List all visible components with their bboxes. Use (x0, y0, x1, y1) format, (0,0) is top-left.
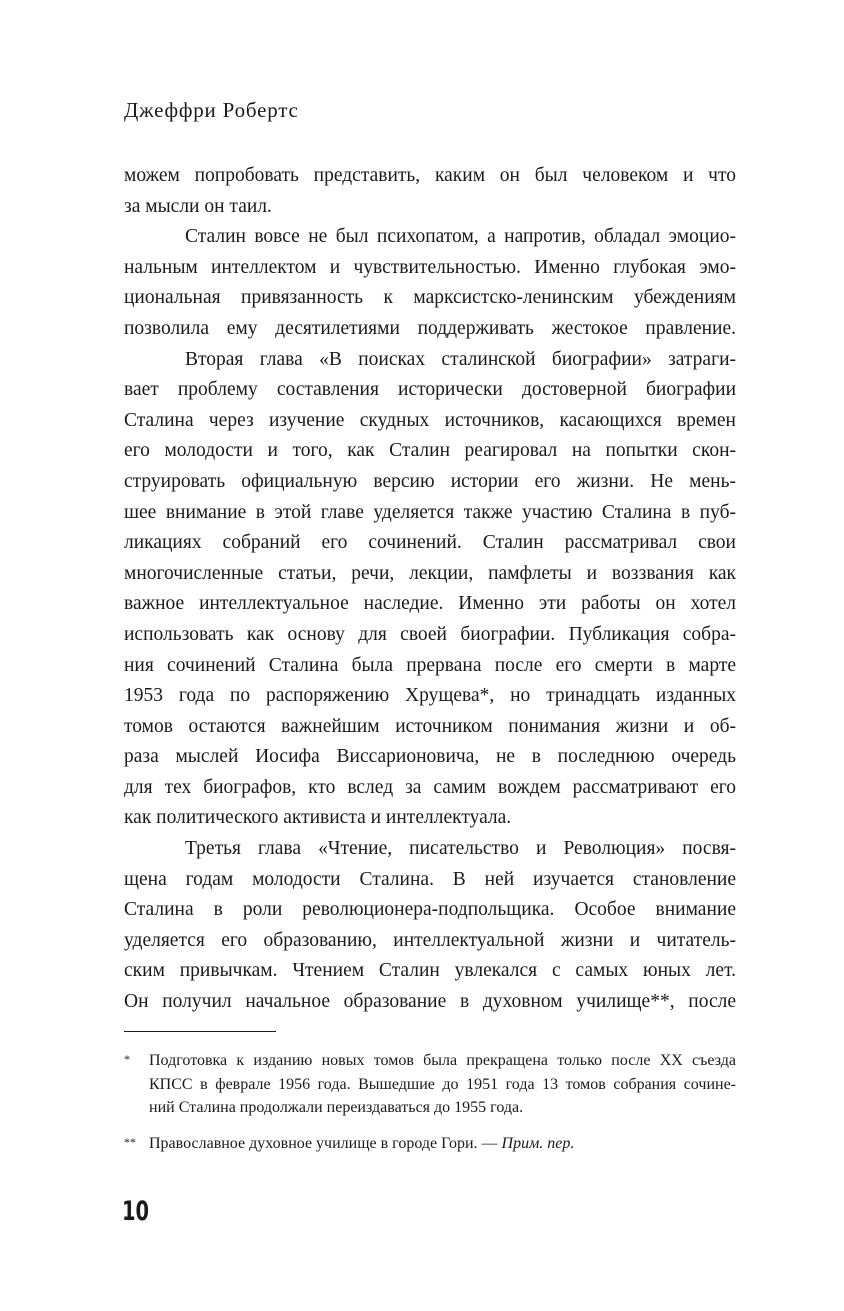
text-line: Сталина через изучение скудных источников, касающихся времен (124, 409, 736, 431)
text-line: позволила ему десятилетиями поддерживать жестокое правление. (124, 317, 736, 339)
footnote-rule (124, 1031, 276, 1032)
body-text (124, 161, 736, 1018)
page-number: 10 (122, 1196, 150, 1227)
text-line: важное интеллектуальное наследие. Именно эти работы он хотел (124, 593, 736, 615)
text-line: Вторая глава «В поисках сталинской биографии» затраги- (185, 348, 736, 370)
text-line: ния сочинений Сталина была прервана после его смерти в марте (124, 654, 736, 676)
text-line: можем попробовать представить, каким он был человеком и что (124, 165, 736, 186)
footnote-line: КПСС в феврале 1956 года. Вышедшие до 1951 года 13 томов собрания сочине- (149, 1075, 736, 1093)
text-line: его молодости и того, как Сталин реагировал на попытки скон- (124, 440, 736, 462)
running-head: Джеффри Робертс (124, 98, 299, 122)
text-line: щена годам молодости Сталина. В ней изучается становление (124, 868, 736, 890)
text-line: 1953 года по распоряжению Хрущева*, но тринадцать изданных (124, 685, 736, 707)
text-line: шее внимание в этой главе уделяется также участию Сталина в пуб- (124, 501, 736, 523)
text-line: томов остаются важнейшим источником понимания жизни и об- (124, 715, 736, 737)
text-line: Сталина в роли революционера-подпольщика. Особое внимание (124, 899, 736, 921)
text-line: нальным интеллектом и чувствительностью. Именно глубокая эмо- (124, 256, 736, 278)
footnote-line: ний Сталина продолжали переиздаваться до 1955 года. (149, 1099, 524, 1116)
text-line: за мысли он таил. (124, 195, 272, 217)
text-line: уделяется его образованию, интеллектуальной жизни и читатель- (124, 929, 736, 951)
text-line: многочисленные статьи, речи, лекции, памфлеты и воззвания как (124, 562, 736, 584)
footnote (124, 1049, 736, 1120)
text-line: струировать официальную версию истории его жизни. Не мень- (124, 470, 736, 492)
text-line: использовать как основу для своей биографии. Публикация собра- (124, 623, 736, 645)
footnote-mark: ** (124, 1134, 136, 1149)
translator-note: Прим. пер. (501, 1134, 575, 1152)
text-line: как политического активиста и интеллектуала. (124, 807, 512, 829)
text-line: Третья глава «Чтение, писательство и Революция» посвя- (185, 838, 736, 860)
footnote-mark: * (124, 1052, 130, 1066)
footnote-line (149, 1132, 736, 1156)
text-line: Он получил начальное образование в духовном училище**, после (124, 991, 736, 1013)
footnote (124, 1132, 736, 1156)
footnotes (124, 1049, 736, 1155)
text-line: Сталин вовсе не был психопатом, а напротив, обладал эмоцио- (185, 226, 736, 248)
text-line: ским привычкам. Чтением Сталин увлекался с самых юных лет. (124, 960, 736, 982)
footnote-line: Подготовка к изданию новых томов была прекращена только после XX съезда (149, 1052, 736, 1069)
text-line: ликациях собраний его сочинений. Сталин рассматривал свои (124, 532, 736, 554)
text-line: циональная привязанность к марксистско-ленинским убеждениям (124, 287, 736, 309)
text-line: вает проблему составления исторически достоверной биографии (124, 379, 736, 401)
text-line: раза мыслей Иосифа Виссарионовича, не в последнюю очередь (124, 746, 736, 768)
footnote-text: Православное духовное училище в городе Гори. — (149, 1134, 502, 1152)
text-line: для тех биографов, кто вслед за самим вождем рассматривают его (124, 776, 736, 798)
